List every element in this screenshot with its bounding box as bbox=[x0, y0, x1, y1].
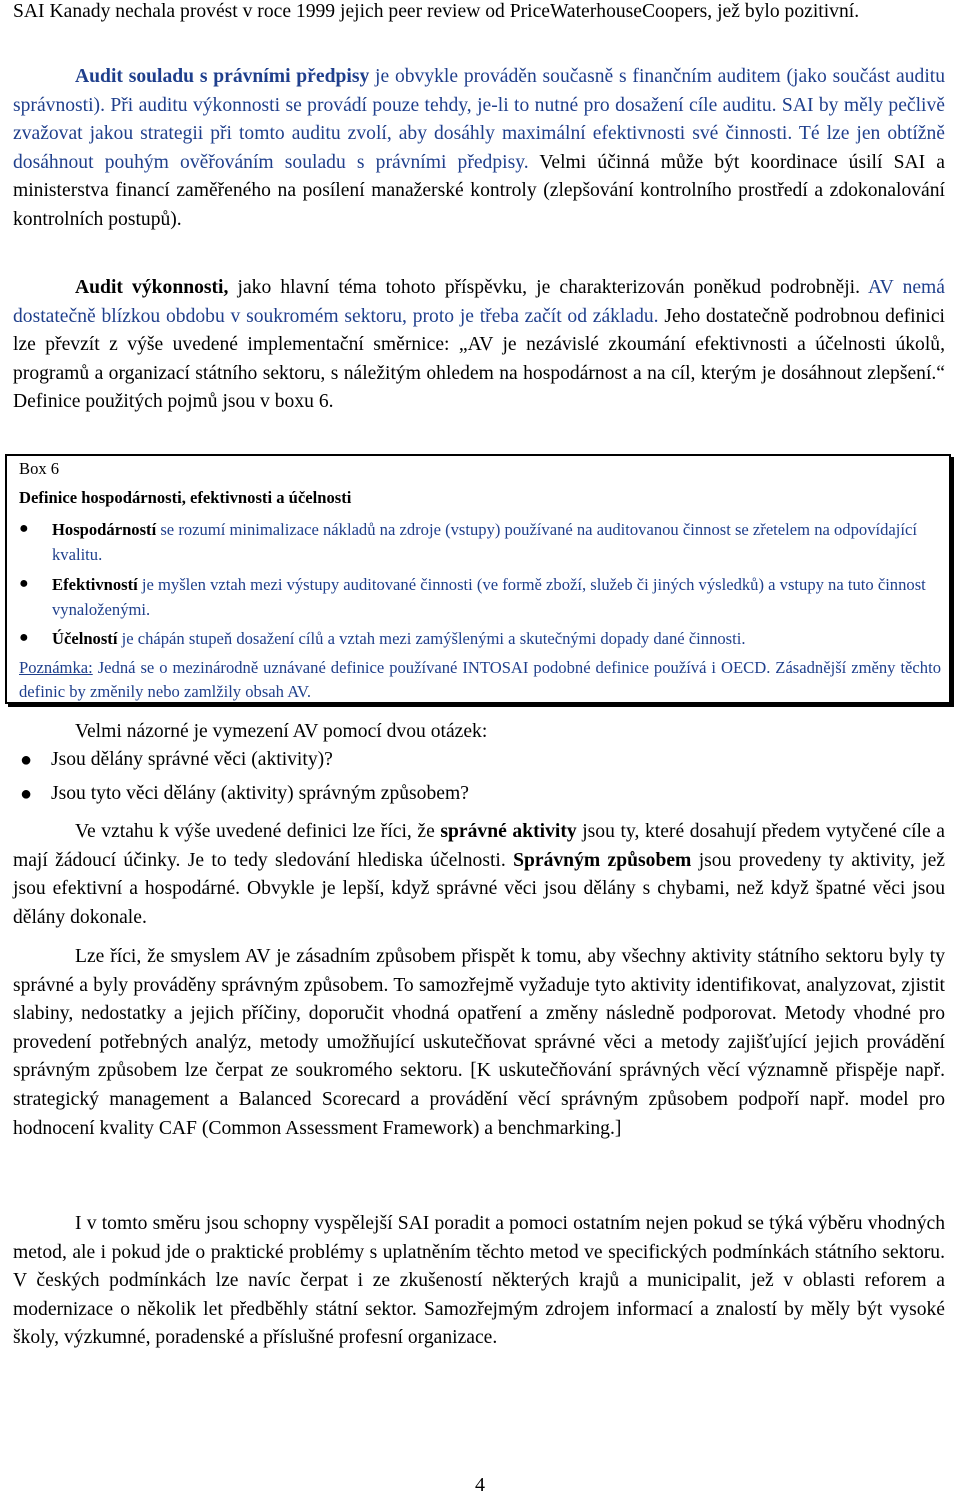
paragraph-smysl-av: Lze říci, že smyslem AV je zásadním způsobem přispět k tomu, aby všechny aktivity státního sektoru byly ty správné a byly prováděny správným způsobem. To samozřejmě vyžaduje tyto aktivity identifikovat, analyzovat, zjistit slabiny, nedostatky a jejich příčiny, doporučit vhodná opatření a změny následně podporovat. Metody vhodné pro provedení potřebných analýz, metody umožňující uskutečňovat správné věci a metody zajišťující jejich provádění správným způsobem lze čerpat ze soukromého sektoru. [K uskutečňování správných věcí významně přispěje např. strategický management a Balanced Scorecard a provádění věcí správným způsobem podpoří např. model pro hodnocení kvality CAF (Common Assessment Framework) a benchmarking.] bbox=[13, 946, 945, 1139]
paragraph-text-blue: Při auditu výkonnosti se provádí pouze tehdy, je-li to nutné pro dosažení cíle auditu. SAI by měly pečlivě zvažovat jakou strategii při tomto auditu zvolí, aby dosáhly maximální efektivnosti své činnosti. Té lze jen obtížně dosáhnout pouhým ověřováním souladu s právními předpisy. bbox=[13, 94, 945, 173]
question-item bbox=[0, 780, 960, 808]
box-item-text bbox=[52, 573, 954, 622]
definition-text: se rozumí minimalizace nákladů na zdroje (vstupy) používané na auditovanou činnost se zřetelem na odpovídající kvalitu. bbox=[52, 520, 917, 564]
paragraph-text: Velmi účinná může být koordinace úsilí SAI a ministerstva financí zaměřeného na posílení manažerské kontroly (zlepšování kontrolního prostředí a zdokonalování kontrolních postupů). bbox=[13, 151, 945, 230]
bullet-icon: ● bbox=[19, 629, 29, 646]
note-text: Jedná se o mezinárodně uznávané definice používané INTOSAI podobné definice používá i OECD. Zásadnější změny těchto definic by změnily nebo zamlžily obsah AV. bbox=[19, 658, 941, 701]
box-item-text bbox=[52, 627, 954, 652]
paragraph-text: Jeho dostatečně podrobnou definici lze převzít z výše uvedené implementační směrnice: „AV je nezávislé zkoumání efektivnosti a účelnosti úkolů, programů a organizací státního sektoru, s náležitým ohledem na hospodárnost a na cíl, kterým je dosáhnout zlepšení.“ Definice použitých pojmů jsou v boxu 6. bbox=[13, 305, 945, 413]
bullet-icon: ● bbox=[19, 520, 29, 537]
bullet-icon: ● bbox=[19, 575, 29, 592]
box-title: Definice hospodárnosti, efektivnosti a účelnosti bbox=[19, 488, 352, 507]
paragraph-text: jsou provedeny ty aktivity, jež jsou efektivní a hospodárné. Obvykle je lepší, když správné věci jsou dělány s chybami, než když špatné věci jsou dělány dokonale. bbox=[13, 849, 946, 928]
definition-term: Hospodárností bbox=[52, 520, 157, 539]
box-6 bbox=[5, 454, 951, 704]
paragraph-text: jsou ty, které dosahují předem vytyčené cíle a mají žádoucí účinky. Je to tedy sledování hlediska účelnosti. bbox=[13, 821, 945, 871]
bold-term: správné aktivity bbox=[440, 821, 577, 842]
definition-term: Účelností bbox=[52, 629, 118, 648]
paragraph-sai-kanady bbox=[13, 0, 945, 27]
note-label: Poznámka: bbox=[19, 658, 93, 677]
page-number: 4 bbox=[475, 1474, 485, 1496]
box-label: Box 6 bbox=[19, 459, 60, 478]
paragraph-vyspelejsi-sai: I v tomto směru jsou schopny vyspělejší SAI poradit a pomoci ostatním nejen pokud se týká výběru vhodných metod, ale i pokud jde o praktické problémy s uplatněním těchto metod ve specifických podmínkách státního sektoru. V českých podmínkách lze navíc čerpat i ze zkušeností některých krajů a municipalit, jež v oblasti reforem a modernizace o několik let předběhly státní sektor. Samozřejmým zdrojem informací a znalostí by měly být vysoké školy, výzkumné, poradenské a příslušné profesní organizace. bbox=[13, 1213, 945, 1349]
bold-term: Audit souladu s právními předpisy bbox=[75, 66, 370, 87]
bullet-icon: ● bbox=[20, 783, 33, 805]
box-note bbox=[19, 656, 941, 704]
question-text: Jsou tyto věci dělány (aktivity) správným způsobem? bbox=[51, 783, 469, 804]
paragraph-audit-souladu bbox=[13, 63, 945, 235]
bold-term: Správným způsobem bbox=[513, 849, 692, 871]
questions-intro: Velmi názorné je vymezení AV pomocí dvou otázek: bbox=[75, 721, 488, 742]
paragraph-text: SAI Kanady nechala provést v roce 1999 jejich peer review od PriceWaterhouseCoopers, jež bylo pozitivní. bbox=[13, 1, 860, 22]
paragraph-audit-vykonnosti bbox=[13, 274, 945, 417]
paragraph-spravne-aktivity bbox=[13, 818, 945, 932]
box-item-text bbox=[52, 518, 954, 567]
question-text: Jsou dělány správné věci (aktivity)? bbox=[51, 749, 333, 770]
definition-text: je myšlen vztah mezi výstupy auditované činnosti (ve formě zboží, služeb či jiných výsledků) a vstupy na tuto činnost vynaloženými. bbox=[52, 575, 926, 619]
definition-text: je chápán stupeň dosažení cílů a vztah mezi zamýšlenými a skutečnými dopady dané činnosti. bbox=[117, 629, 746, 648]
paragraph-text-blue: AV nemá dostatečně blízkou obdobu v soukromém sektoru, proto je třeba začít od základu. bbox=[13, 277, 945, 327]
paragraph-text: je obvykle prováděn současně s finančním auditem (jako součást auditu správnosti). bbox=[13, 66, 945, 116]
question-item bbox=[0, 746, 960, 774]
paragraph-text: Ve vztahu k výše uvedené definici lze říci, že bbox=[75, 821, 441, 842]
paragraph-text: jako hlavní téma tohoto příspěvku, je charakterizován poněkud podrobněji. bbox=[228, 277, 869, 298]
bullet-icon: ● bbox=[20, 749, 33, 771]
definition-term: Efektivností bbox=[52, 575, 138, 594]
bold-term: Audit výkonnosti, bbox=[75, 277, 229, 298]
